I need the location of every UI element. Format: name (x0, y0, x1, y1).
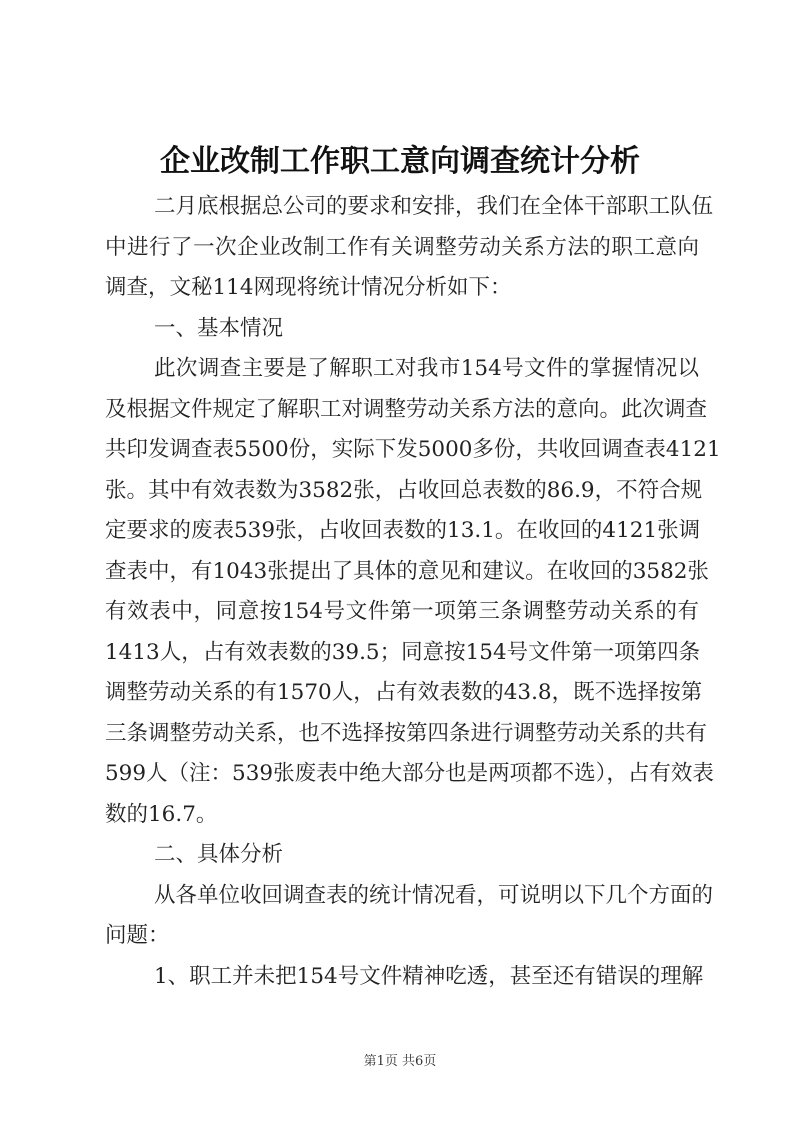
text-line: 张。其中有效表数为3582张，占收回总表数的86.9，不符合规 (105, 477, 703, 503)
text-line: 从各单位收回调查表的统计情况看，可说明以下几个方面的 (154, 882, 714, 908)
text-line: 数的16.7。 (105, 801, 218, 827)
text-line: 1413人，占有效表数的39.5；同意按154号文件第一项第四条 (105, 639, 701, 665)
text-line: 问题： (105, 923, 170, 948)
text-line: 三条调整劳动关系，也不选择按第四条进行调整劳动关系的共有 (105, 720, 708, 746)
text-line: 二、具体分析 (154, 842, 284, 867)
document-title: 企业改制工作职工意向调查统计分析 (160, 144, 640, 179)
text-line: 及根据文件规定了解职工对调整劳动关系方法的意向。此次调查 (105, 396, 708, 422)
text-line: 查表中，有1043张提出了具体的意见和建议。在收回的3582张 (105, 558, 709, 584)
text-line: 1、职工并未把154号文件精神吃透，甚至还有错误的理解 (154, 963, 704, 989)
text-line: 中进行了一次企业改制工作有关调整劳动关系方法的职工意向 (105, 234, 699, 260)
document-body (105, 187, 721, 997)
text-line: 此次调查主要是了解职工对我市154号文件的掌握情况以 (154, 356, 699, 381)
text-line: 调整劳动关系的有1570人，占有效表数的43.8，既不选择按第 (105, 680, 703, 705)
text-line: 共印发调查表5500份，实际下发5000多份，共收回调查表4121 (105, 437, 721, 462)
text-line: 调查，文秘114网现将统计情况分析如下： (105, 275, 512, 300)
text-line: 有效表中，同意按154号文件第一项第三条调整劳动关系的有 (105, 599, 699, 624)
text-line: 599人（注：539张废表中绝大部分也是两项都不选），占有效表 (105, 761, 714, 786)
text-line: 一、基本情况 (154, 315, 284, 341)
page-footer: 第1页 共6页 (363, 1054, 437, 1069)
text-line: 定要求的废表539张，占收回表数的13.1。在收回的4121张调 (105, 518, 701, 543)
text-line: 二月底根据总公司的要求和安排，我们在全体干部职工队伍 (154, 194, 714, 219)
